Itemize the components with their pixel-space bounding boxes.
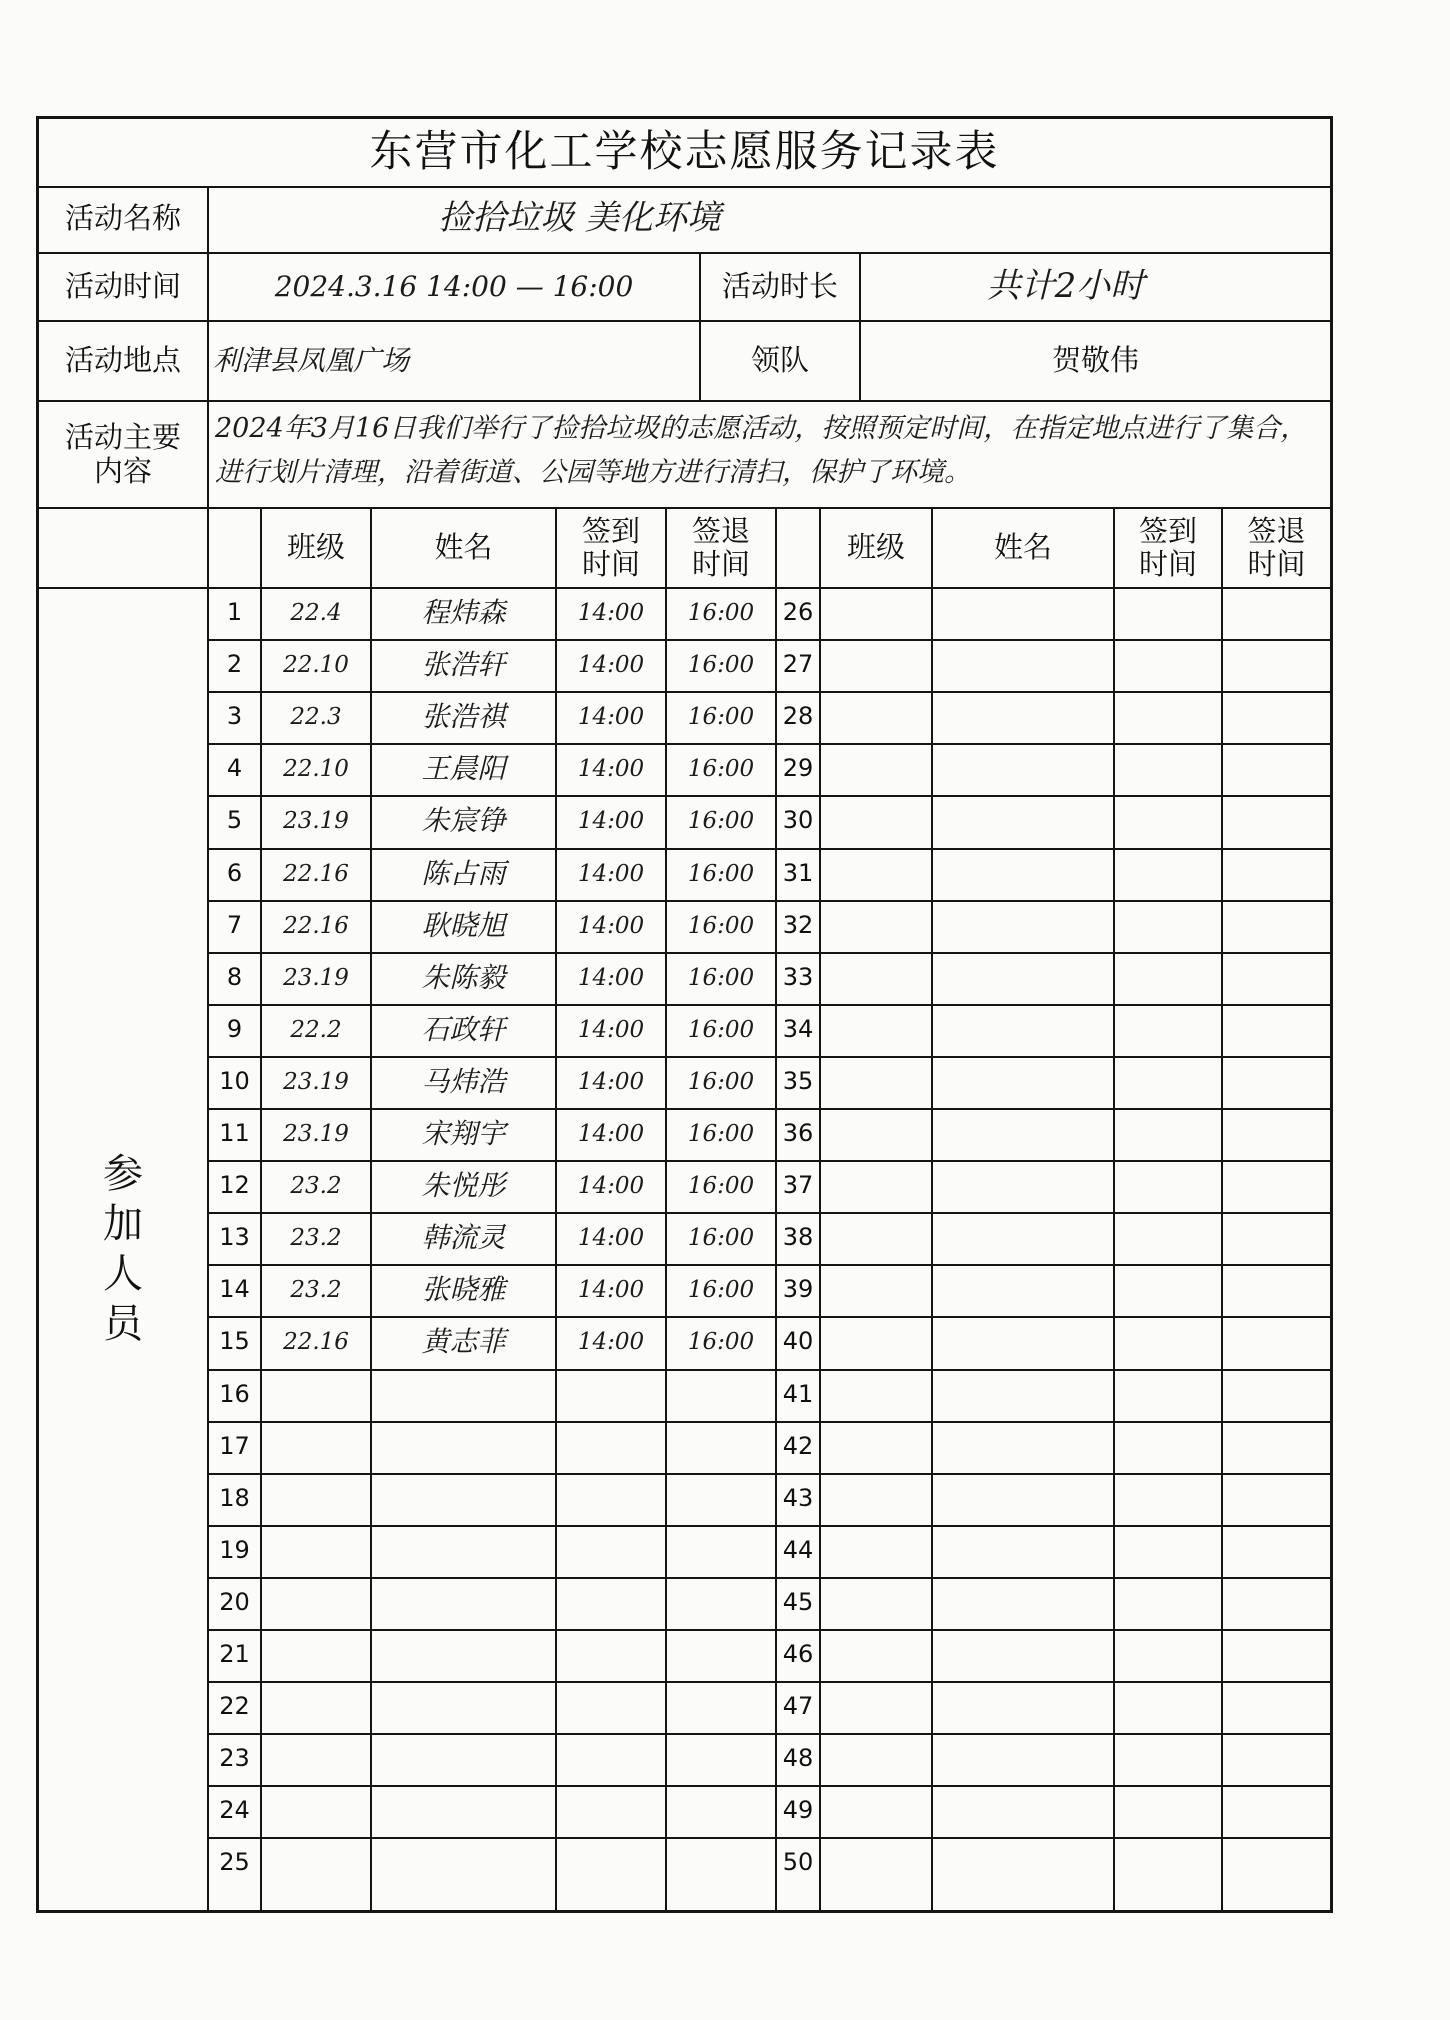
name-cell: 朱悦彤	[421, 1168, 506, 1202]
sign-out-cell	[667, 1369, 775, 1421]
activity-duration-label: 活动时长	[721, 269, 838, 304]
class-cell: 23.19	[283, 807, 349, 834]
class-cell: 22.4	[290, 599, 342, 626]
row-number: 47	[782, 1692, 814, 1721]
row-number: 2	[226, 650, 243, 679]
sign-in-cell	[557, 1577, 665, 1629]
name-cell: 张浩轩	[421, 647, 506, 681]
sign-out-cell: 16:00	[687, 807, 755, 834]
activity-duration-value: 共计2小时	[986, 266, 1145, 307]
class-cell	[262, 1629, 370, 1681]
row-number: 43	[782, 1484, 814, 1513]
name-cell: 黄志菲	[421, 1324, 506, 1358]
right-signout-header: 签退 时间	[1247, 513, 1306, 581]
sign-out-cell: 16:00	[687, 703, 755, 730]
right-name-header: 姓名	[993, 530, 1052, 565]
left-signin-header: 签到 时间	[581, 513, 640, 581]
sign-out-cell	[667, 1629, 775, 1681]
sign-out-cell: 16:00	[687, 1276, 755, 1303]
activity-place-value: 利津县凤凰广场	[213, 343, 410, 377]
class-cell: 22.16	[283, 860, 349, 887]
row-number: 33	[782, 963, 814, 992]
row-number: 49	[782, 1796, 814, 1825]
sign-out-cell: 16:00	[687, 599, 755, 626]
sign-in-cell: 14:00	[577, 651, 645, 678]
name-cell	[372, 1421, 555, 1473]
column-divider	[819, 507, 821, 1910]
row-number: 10	[219, 1067, 250, 1096]
name-cell: 朱宸铮	[421, 803, 506, 837]
sign-in-cell	[557, 1421, 665, 1473]
form-title: 东营市化工学校志愿服务记录表	[369, 126, 1000, 177]
row-number: 24	[219, 1796, 250, 1825]
row-number: 6	[226, 859, 243, 888]
class-cell	[262, 1473, 370, 1525]
volunteer-record-form	[36, 116, 1333, 1913]
name-cell: 马炜浩	[421, 1064, 506, 1098]
row-number: 36	[782, 1119, 814, 1148]
name-cell	[372, 1785, 555, 1837]
right-signin-header: 签到 时间	[1138, 513, 1197, 581]
sign-in-cell: 14:00	[577, 912, 645, 939]
class-cell: 22.10	[283, 651, 349, 678]
name-cell: 陈占雨	[421, 856, 506, 890]
sign-in-cell: 14:00	[577, 1328, 645, 1355]
sign-out-cell: 16:00	[687, 1068, 755, 1095]
sign-out-cell: 16:00	[687, 1120, 755, 1147]
row-number: 37	[782, 1171, 814, 1200]
name-cell: 王晨阳	[421, 751, 506, 785]
class-cell	[262, 1421, 370, 1473]
sign-out-cell: 16:00	[687, 755, 755, 782]
activity-time-label: 活动时间	[64, 269, 181, 304]
activity-content-label: 活动主要 内容	[64, 420, 181, 488]
row-number: 29	[782, 754, 814, 783]
sign-in-cell	[557, 1369, 665, 1421]
name-cell: 宋翔宇	[421, 1116, 506, 1150]
row-number: 13	[219, 1223, 250, 1252]
row-number: 23	[219, 1744, 250, 1773]
sign-in-cell: 14:00	[577, 1276, 645, 1303]
class-cell: 22.16	[283, 1328, 349, 1355]
sign-in-cell	[557, 1785, 665, 1837]
row-number: 46	[782, 1640, 814, 1669]
row-number: 38	[782, 1223, 814, 1252]
column-divider	[1113, 507, 1115, 1910]
name-cell	[372, 1369, 555, 1421]
row-number: 1	[226, 598, 243, 627]
sign-out-cell: 16:00	[687, 1172, 755, 1199]
class-cell: 23.19	[283, 964, 349, 991]
sign-in-cell	[557, 1733, 665, 1785]
name-cell: 程炜森	[421, 595, 506, 629]
class-cell	[262, 1681, 370, 1733]
class-cell: 23.2	[290, 1172, 342, 1199]
left-signout-header: 签退 时间	[691, 513, 750, 581]
class-cell	[262, 1577, 370, 1629]
sign-in-cell	[557, 1681, 665, 1733]
row-number: 48	[782, 1744, 814, 1773]
row-number: 16	[219, 1380, 250, 1409]
name-cell	[372, 1473, 555, 1525]
class-cell: 23.2	[290, 1276, 342, 1303]
row-number: 17	[219, 1432, 250, 1461]
class-cell: 22.16	[283, 912, 349, 939]
row-number: 39	[782, 1275, 814, 1304]
row-number: 45	[782, 1588, 814, 1617]
row-number: 27	[782, 650, 814, 679]
row-number: 7	[226, 911, 243, 940]
sign-out-cell: 16:00	[687, 860, 755, 887]
name-cell	[372, 1837, 555, 1889]
class-cell: 23.19	[283, 1120, 349, 1147]
row-number: 40	[782, 1327, 814, 1356]
row-number: 25	[219, 1848, 250, 1877]
class-cell: 22.10	[283, 755, 349, 782]
sign-out-cell	[667, 1733, 775, 1785]
class-cell: 23.19	[283, 1068, 349, 1095]
class-cell	[262, 1733, 370, 1785]
row-number: 18	[219, 1484, 250, 1513]
class-cell	[262, 1525, 370, 1577]
sign-in-cell: 14:00	[577, 1172, 645, 1199]
name-cell	[372, 1629, 555, 1681]
left-class-header: 班级	[286, 530, 345, 565]
row-number: 9	[226, 1015, 243, 1044]
name-cell: 张浩祺	[421, 699, 506, 733]
sign-out-cell	[667, 1525, 775, 1577]
row-number: 4	[226, 754, 243, 783]
name-cell: 朱陈毅	[421, 960, 506, 994]
sign-out-cell	[667, 1473, 775, 1525]
sign-in-cell: 14:00	[577, 1224, 645, 1251]
sign-in-cell: 14:00	[577, 860, 645, 887]
row-number: 41	[782, 1380, 814, 1409]
sign-in-cell: 14:00	[577, 1068, 645, 1095]
sign-out-cell	[667, 1577, 775, 1629]
sign-out-cell: 16:00	[687, 651, 755, 678]
sign-in-cell	[557, 1837, 665, 1889]
sign-out-cell: 16:00	[687, 1224, 755, 1251]
sign-out-cell	[667, 1421, 775, 1473]
row-number: 11	[219, 1119, 250, 1148]
activity-name-label: 活动名称	[64, 201, 181, 236]
row-number: 22	[219, 1692, 250, 1721]
left-name-header: 姓名	[434, 530, 493, 565]
name-cell: 石政轩	[421, 1012, 506, 1046]
name-cell: 耿晓旭	[421, 908, 506, 942]
sign-in-cell: 14:00	[577, 1016, 645, 1043]
row-number: 35	[782, 1067, 814, 1096]
leader-label: 领队	[750, 343, 809, 378]
row-number: 30	[782, 806, 814, 835]
name-cell	[372, 1733, 555, 1785]
row-number: 5	[226, 806, 243, 835]
activity-name-value: 捡拾垃圾 美化环境	[438, 198, 721, 239]
sign-out-cell	[667, 1785, 775, 1837]
row-number: 21	[219, 1640, 250, 1669]
row-number: 28	[782, 702, 814, 731]
row-number: 20	[219, 1588, 250, 1617]
activity-time-value: 2024.3.16 14:00 — 16:00	[274, 269, 634, 303]
sign-out-cell	[667, 1681, 775, 1733]
activity-content-value: 2024年3月16日我们举行了捡拾垃圾的志愿活动，按照预定时间，在指定地点进行了集合，进行划片清理，沿着街道、公园等地方进行清扫，保护了环境。	[215, 413, 1308, 488]
right-class-header: 班级	[846, 530, 905, 565]
sign-in-cell	[557, 1473, 665, 1525]
name-cell: 韩流灵	[421, 1220, 506, 1254]
class-cell: 23.2	[290, 1224, 342, 1251]
name-cell	[372, 1525, 555, 1577]
participants-label: 参 加 人 员	[103, 1151, 143, 1347]
sign-in-cell: 14:00	[577, 599, 645, 626]
row-number: 15	[219, 1327, 250, 1356]
row-number: 19	[219, 1536, 250, 1565]
row-number: 44	[782, 1536, 814, 1565]
sign-in-cell: 14:00	[577, 755, 645, 782]
row-number: 12	[219, 1171, 250, 1200]
class-cell	[262, 1369, 370, 1421]
sign-in-cell: 14:00	[577, 964, 645, 991]
row-number: 26	[782, 598, 814, 627]
name-cell: 张晓雅	[421, 1272, 506, 1306]
row-number: 31	[782, 859, 814, 888]
sign-out-cell: 16:00	[687, 1016, 755, 1043]
sign-in-cell	[557, 1525, 665, 1577]
sign-out-cell	[667, 1837, 775, 1889]
row-number: 14	[219, 1275, 250, 1304]
class-cell	[262, 1837, 370, 1889]
sign-in-cell: 14:00	[577, 807, 645, 834]
row-number: 34	[782, 1015, 814, 1044]
row-number: 8	[226, 963, 243, 992]
leader-value: 贺敬伟	[1051, 343, 1139, 378]
row-number: 32	[782, 911, 814, 940]
row-number: 42	[782, 1432, 814, 1461]
column-divider	[1221, 507, 1223, 1910]
sign-out-cell: 16:00	[687, 1328, 755, 1355]
sign-in-cell: 14:00	[577, 1120, 645, 1147]
class-cell: 22.2	[290, 1016, 342, 1043]
sign-in-cell	[557, 1629, 665, 1681]
row-number: 3	[226, 702, 243, 731]
class-cell: 22.3	[290, 703, 342, 730]
sign-in-cell: 14:00	[577, 703, 645, 730]
activity-place-label: 活动地点	[64, 343, 181, 378]
sign-out-cell: 16:00	[687, 912, 755, 939]
class-cell	[262, 1785, 370, 1837]
column-divider	[931, 507, 933, 1910]
row-number: 50	[782, 1848, 814, 1877]
sign-out-cell: 16:00	[687, 964, 755, 991]
name-cell	[372, 1577, 555, 1629]
name-cell	[372, 1681, 555, 1733]
